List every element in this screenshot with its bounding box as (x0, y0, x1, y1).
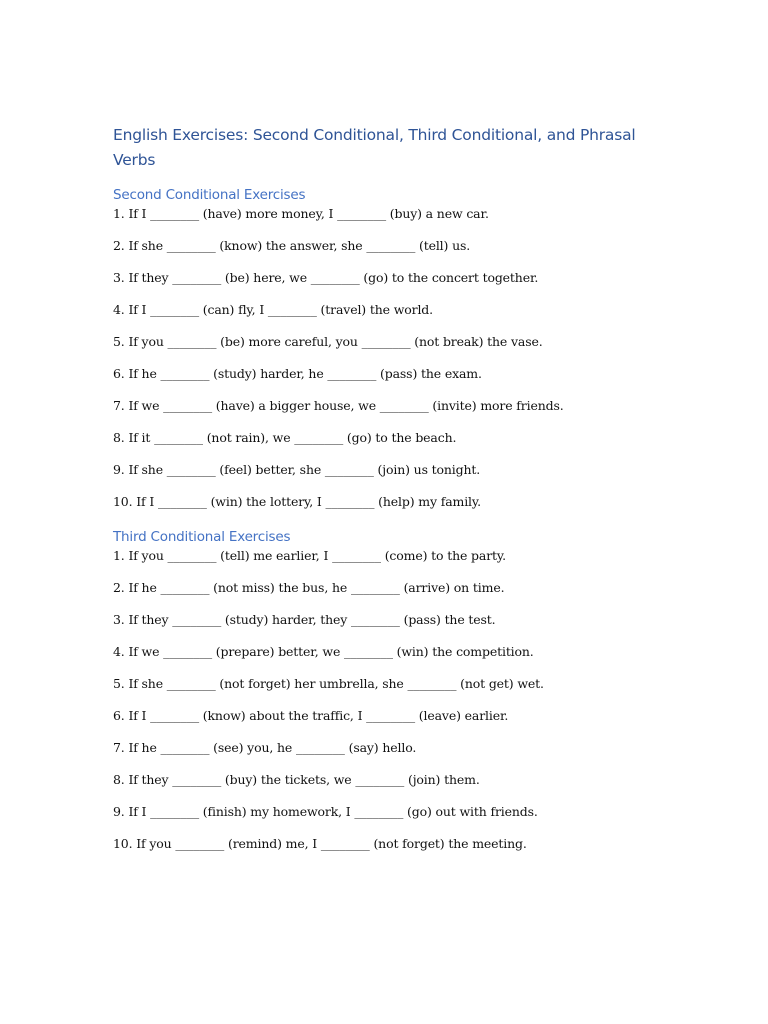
exercise-item: 3. If they ________ (study) harder, they ________ (pass) the test. (113, 612, 496, 627)
exercise-item: 1. If you ________ (tell) me earlier, I ________ (come) to the party. (113, 548, 506, 563)
section-heading-third-conditional: Third Conditional Exercises (113, 529, 291, 545)
exercise-list (113, 548, 653, 868)
second-conditional-section (113, 186, 653, 526)
exercise-item: 7. If we ________ (have) a bigger house, we ________ (invite) more friends. (113, 398, 564, 413)
exercise-item: 3. If they ________ (be) here, we ________ (go) to the concert together. (113, 270, 539, 285)
section-heading-second-conditional: Second Conditional Exercises (113, 187, 306, 203)
exercise-item: 2. If she ________ (know) the answer, she ________ (tell) us. (113, 238, 471, 253)
document-content (113, 123, 653, 868)
exercise-item: 7. If he ________ (see) you, he ________ (say) hello. (113, 740, 417, 755)
exercise-item: 4. If I ________ (can) fly, I ________ (travel) the world. (113, 302, 433, 317)
exercise-item: 8. If it ________ (not rain), we ________ (go) to the beach. (113, 430, 457, 445)
third-conditional-section (113, 528, 653, 868)
document-title: English Exercises: Second Conditional, Third Conditional, and Phrasal Verbs (113, 126, 636, 169)
exercise-item: 10. If I ________ (win) the lottery, I ________ (help) my family. (113, 494, 481, 509)
exercise-item: 5. If you ________ (be) more careful, you ________ (not break) the vase. (113, 334, 543, 349)
exercise-item: 10. If you ________ (remind) me, I ________ (not forget) the meeting. (113, 836, 527, 851)
exercise-item: 6. If I ________ (know) about the traffic, I ________ (leave) earlier. (113, 708, 509, 723)
exercise-item: 9. If she ________ (feel) better, she ________ (join) us tonight. (113, 462, 481, 477)
exercise-list (113, 206, 653, 526)
exercise-item: 9. If I ________ (finish) my homework, I ________ (go) out with friends. (113, 804, 538, 819)
exercise-item: 4. If we ________ (prepare) better, we ________ (win) the competition. (113, 644, 534, 659)
exercise-item: 8. If they ________ (buy) the tickets, we ________ (join) them. (113, 772, 480, 787)
exercise-item: 1. If I ________ (have) more money, I ________ (buy) a new car. (113, 206, 489, 221)
exercise-item: 6. If he ________ (study) harder, he ________ (pass) the exam. (113, 366, 482, 381)
exercise-item: 5. If she ________ (not forget) her umbrella, she ________ (not get) wet. (113, 676, 544, 691)
exercise-item: 2. If he ________ (not miss) the bus, he ________ (arrive) on time. (113, 580, 505, 595)
